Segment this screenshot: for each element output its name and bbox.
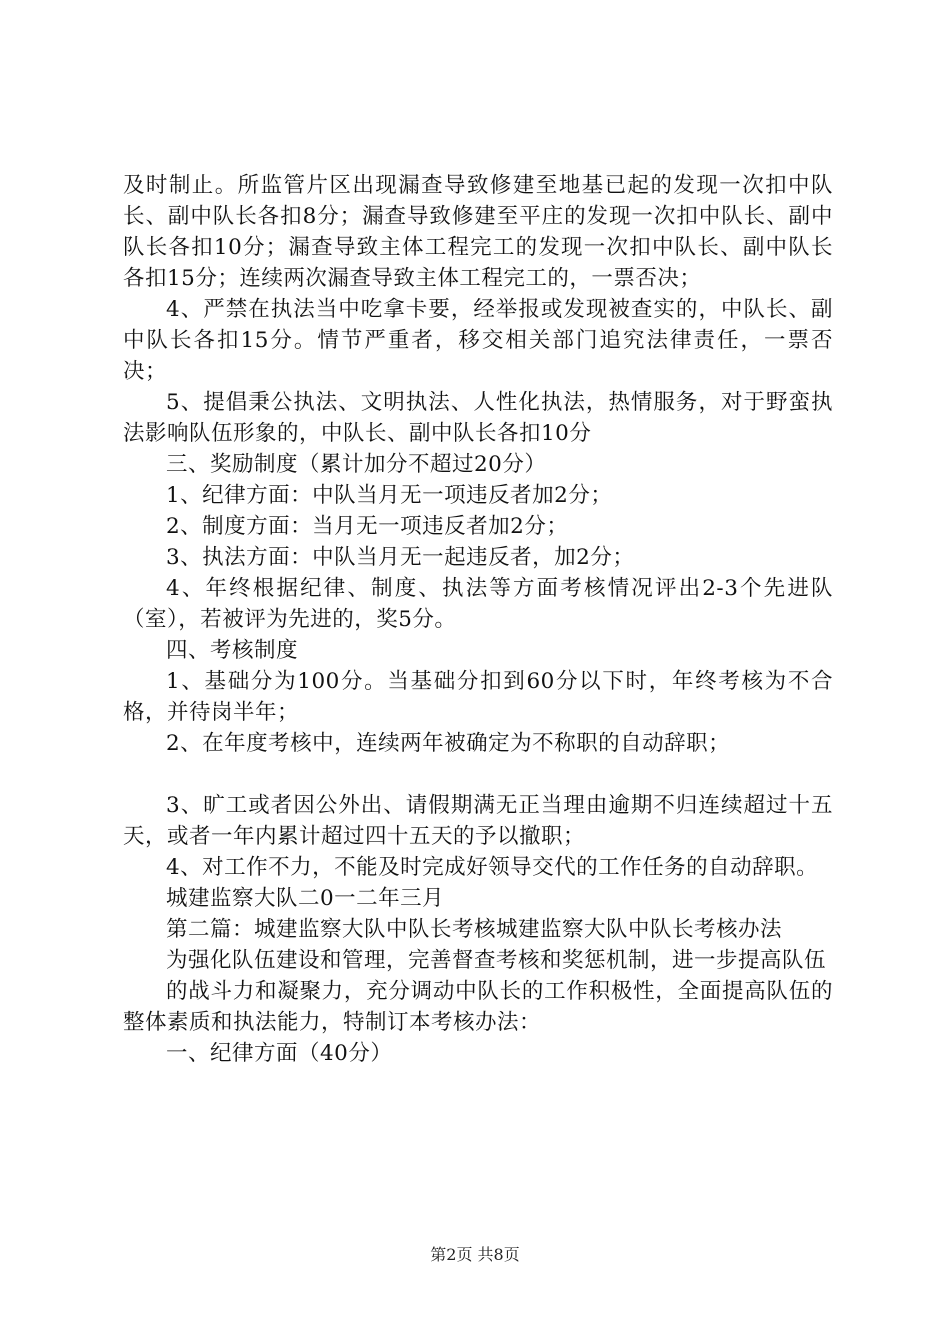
paragraph-assessment-4: 4、对工作不力，不能及时完成好领导交代的工作任务的自动辞职。: [166, 855, 819, 880]
paragraph-assessment-2: 2、在年度考核中，连续两年被确定为不称职的自动辞职；: [166, 731, 731, 756]
paragraph-reward-1: 1、纪律方面：中队当月无一项违反者加2分；: [166, 483, 613, 508]
paragraph-item-4-no-bribery: 4、严禁在执法当中吃拿卡要，经举报或发现被查实的，中队长、副中队长各扣15分。情节严重者，移交相关部门追究法律责任，一票否决；: [123, 297, 833, 384]
paragraph-continuation: 及时制止。所监管片区出现漏查导致修建至地基已起的发现一次扣中队长、副中队长各扣8分；漏查导致修建至平庄的发现一次扣中队长、副中队长各扣10分；漏查导致主体工程完工的发现一次扣中队长、副中队长各扣15分；连续两次漏查导致主体工程完工的，一票否决；: [123, 173, 833, 291]
paragraph-assessment-3: 3、旷工或者因公外出、请假期满无正当理由逾期不归连续超过十五天，或者一年内累计超过四十五天的予以撤职；: [123, 793, 833, 849]
signature-line: 城建监察大队二0一二年三月: [166, 886, 445, 911]
document-body: [123, 170, 833, 1069]
paragraph-intro-1: 为强化队伍建设和管理，完善督查考核和奖惩机制，进一步提高队伍: [166, 948, 827, 973]
paragraph-intro-2: 的战斗力和凝聚力，充分调动中队长的工作积极性，全面提高队伍的整体素质和执法能力，特制订本考核办法：: [123, 979, 833, 1035]
section-heading-rewards: 三、奖励制度（累计加分不超过20分）: [166, 452, 547, 477]
paragraph-reward-3: 3、执法方面：中队当月无一起违反者，加2分；: [166, 545, 635, 570]
paragraph-item-5-civil-enforcement: 5、提倡秉公执法、文明执法、人性化执法，热情服务，对于野蛮执法影响队伍形象的，中队长、副中队长各扣10分: [123, 390, 833, 446]
paragraph-reward-4: 4、年终根据纪律、制度、执法等方面考核情况评出2-3个先进队（室），若被评为先进的，奖5分。: [123, 576, 833, 632]
paragraph-assessment-1: 1、基础分为100分。当基础分扣到60分以下时，年终考核为不合格，并待岗半年；: [123, 669, 833, 725]
section-heading-discipline: 一、纪律方面（40分）: [166, 1041, 393, 1066]
page-footer: 第2页 共8页: [430, 1245, 520, 1264]
paragraph-reward-2: 2、制度方面：当月无一项违反者加2分；: [166, 514, 569, 539]
section-heading-assessment: 四、考核制度: [166, 638, 299, 663]
part-two-title: 第二篇：城建监察大队中队长考核城建监察大队中队长考核办法: [166, 917, 783, 942]
